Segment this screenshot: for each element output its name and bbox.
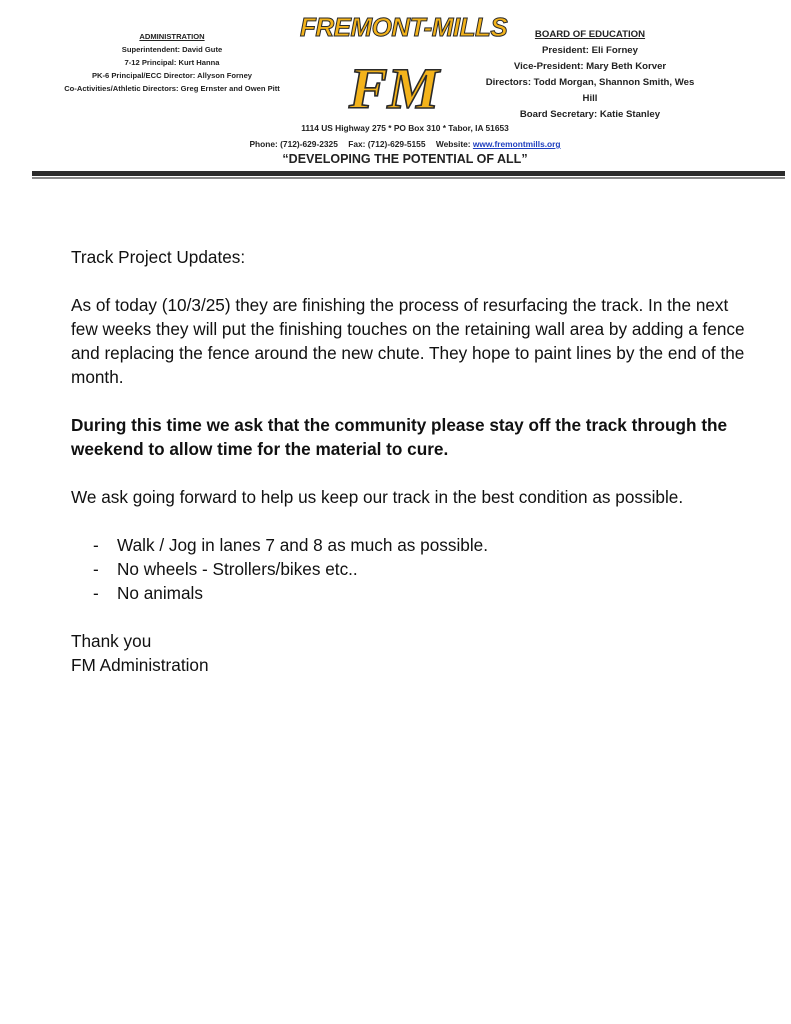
board-heading: BOARD OF EDUCATION <box>534 29 646 40</box>
header-divider-thin <box>32 177 785 179</box>
administration-line: PK-6 Principal/ECC Director: Allyson Forney <box>91 71 253 80</box>
stay-off-notice: During this time we ask that the community please stay off the track through the weekend to allow time for the material to cure. <box>71 415 728 459</box>
list-item-text: No wheels - Strollers/bikes etc.. <box>117 559 358 579</box>
signature: FM Administration <box>71 655 209 675</box>
motto: “DEVELOPING THE POTENTIAL OF ALL” <box>282 152 528 166</box>
guidelines-list <box>71 533 751 605</box>
header-divider <box>32 171 785 176</box>
brand-wordmark: FREMONT-MILLS <box>300 12 508 42</box>
website-link[interactable]: www.fremontmills.org <box>472 139 561 149</box>
fm-logo-icon <box>340 58 448 116</box>
website-label: Website: <box>435 139 471 149</box>
board-block <box>482 27 698 123</box>
list-item <box>71 533 751 557</box>
list-item <box>71 557 751 581</box>
list-item <box>71 581 751 605</box>
administration-heading: ADMINISTRATION <box>139 32 205 41</box>
street-address: 1114 US Highway 275 * PO Box 310 * Tabor, IA 51653 <box>301 123 509 133</box>
board-line: Board Secretary: Katie Stanley <box>519 109 661 120</box>
update-paragraph: As of today (10/3/25) they are finishing the process of resurfacing the track. In the next few weeks they will put the finishing touches on the retaining wall area by adding a fence and replacing the fence around the new chute. They hope to paint lines by the end of the month. <box>71 295 745 387</box>
administration-line: Superintendent: David Gute <box>121 45 223 54</box>
letterhead <box>0 0 791 180</box>
board-line: President: Eli Forney <box>542 45 638 56</box>
administration-line: 7-12 Principal: Kurt Hanna <box>124 58 220 67</box>
closing: Thank you <box>71 631 152 651</box>
fm-logo-text: FM <box>348 58 440 116</box>
list-item-text: Walk / Jog in lanes 7 and 8 as much as possible. <box>117 535 488 555</box>
fax-number: Fax: (712)-629-5155 <box>348 139 426 149</box>
contact-line <box>200 136 610 152</box>
administration-line: Co-Activities/Athletic Directors: Greg Ernster and Owen Pitt <box>64 84 280 93</box>
bullet-dash: - <box>93 583 99 603</box>
bullet-dash: - <box>93 535 99 555</box>
list-item-text: No animals <box>117 583 203 603</box>
board-line: Vice-President: Mary Beth Korver <box>513 61 667 72</box>
request-paragraph: We ask going forward to help us keep our track in the best condition as possible. <box>71 487 684 507</box>
contact-block <box>200 120 610 152</box>
administration-block <box>54 30 290 95</box>
phone-number: Phone: (712)-629-2325 <box>249 139 338 149</box>
bullet-dash: - <box>93 559 99 579</box>
board-line: Directors: Todd Morgan, Shannon Smith, Wes Hill <box>485 77 695 104</box>
letter-title: Track Project Updates: <box>71 247 246 267</box>
letter-body <box>71 245 751 677</box>
